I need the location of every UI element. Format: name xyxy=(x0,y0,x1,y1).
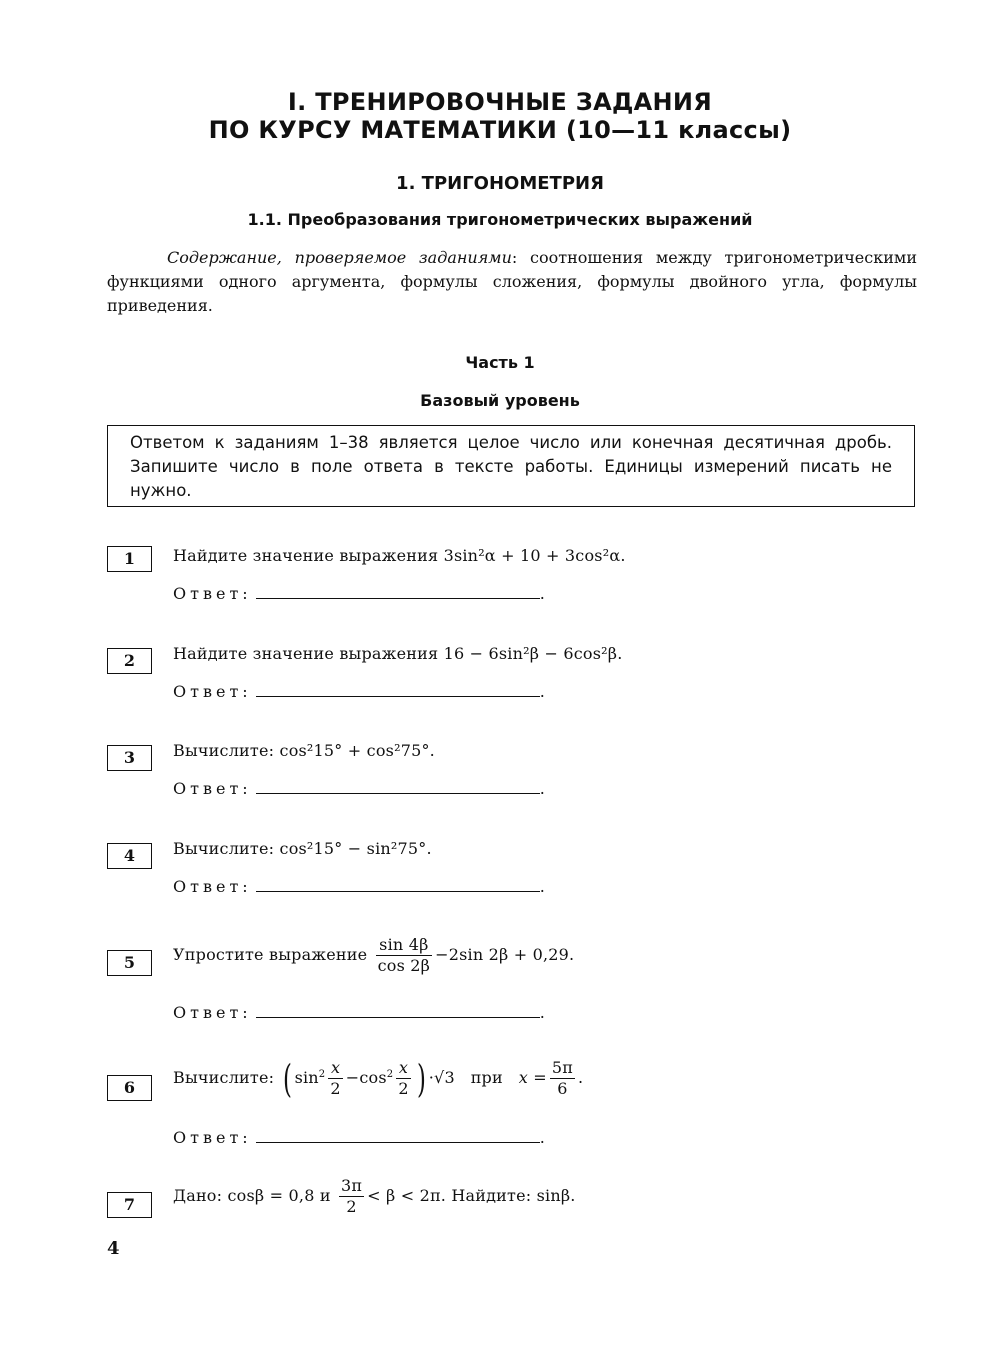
content-text: : соотношения между тригонометрическими функциями одного аргумента, формулы сложения, формулы двойного угла, формулы приведения. xyxy=(107,248,918,315)
answer-label: Ответ: xyxy=(173,1128,252,1147)
instructions-box xyxy=(107,425,915,507)
task-number: 7 xyxy=(107,1192,152,1218)
task-prefix: Упростите выражение xyxy=(173,945,368,964)
level-heading: Базовый уровень xyxy=(420,391,580,410)
task-question xyxy=(173,839,432,858)
answer-row: Ответ: . xyxy=(173,682,545,701)
right-parenthesis: ) xyxy=(416,1056,426,1101)
fraction-numerator: x xyxy=(328,1058,342,1079)
subsection-heading: 1.1. Преобразования тригонометрических выражений xyxy=(247,210,753,229)
fraction-denominator: cos 2β xyxy=(377,956,431,975)
task-number: 3 xyxy=(107,745,152,771)
x-equals: x = xyxy=(518,1068,547,1087)
fraction-numerator: x xyxy=(396,1058,410,1079)
task-question xyxy=(173,1176,576,1217)
answer-row: Ответ: . xyxy=(173,877,545,896)
task-expression-rest: −2sin 2β + 0,29. xyxy=(435,945,575,964)
when-word: при xyxy=(470,1068,503,1087)
task-question xyxy=(173,644,623,663)
answer-label: Ответ: xyxy=(173,682,252,701)
fraction-5pi-over-6 xyxy=(550,1058,575,1099)
answer-field[interactable] xyxy=(256,1128,540,1143)
answer-label: Ответ: xyxy=(173,584,252,603)
fraction-x-over-2 xyxy=(396,1058,410,1099)
task-question xyxy=(173,546,626,565)
fraction-denominator: 2 xyxy=(346,1197,357,1216)
answer-field[interactable] xyxy=(256,1003,540,1018)
chapter-title-line1: I. ТРЕНИРОВОЧНЫЕ ЗАДАНИЯ xyxy=(287,88,713,116)
chapter-title-line2: ПО КУРСУ МАТЕМАТИКИ (10—11 классы) xyxy=(208,116,792,144)
task-prefix: Найдите значение выражения xyxy=(173,546,439,565)
answer-field[interactable] xyxy=(256,584,540,599)
task-expression: cos²15° − sin²75°. xyxy=(279,839,432,858)
task-expression: cos²15° + cos²75°. xyxy=(279,741,435,760)
task-prefix: Вычислите: xyxy=(173,741,275,760)
task-question: Вычислите: ( $\sin^2$ $\frac{x}{2}$ $-\cos^2$ $\frac{x}{2}$ ) ·√3 при x = $\frac{5\pi}{6}$ . xyxy=(173,1056,584,1101)
answer-label: Ответ: xyxy=(173,779,252,798)
answer-row: Ответ: . xyxy=(173,1128,545,1147)
answer-label: Ответ: xyxy=(173,1003,252,1022)
task-question xyxy=(173,741,435,760)
answer-field[interactable] xyxy=(256,779,540,794)
sin-squared: $\sin^2$ xyxy=(294,1068,326,1087)
fraction xyxy=(376,935,433,976)
task-prefix: Вычислите: xyxy=(173,1068,275,1087)
answer-row: Ответ: . xyxy=(173,779,545,798)
task-number: 5 xyxy=(107,950,152,976)
sqrt-three: √3 xyxy=(434,1068,455,1087)
task-prefix: Найдите значение выражения xyxy=(173,644,439,663)
answer-field[interactable] xyxy=(256,877,540,892)
task-number: 4 xyxy=(107,843,152,869)
task-number: 2 xyxy=(107,648,152,674)
task-expression: 16 − 6sin²β − 6cos²β. xyxy=(443,644,623,663)
task-prefix: Вычислите: xyxy=(173,839,275,858)
task-question xyxy=(173,935,574,976)
fraction-denominator: 2 xyxy=(330,1079,341,1098)
answer-label: Ответ: xyxy=(173,877,252,896)
answer-row: Ответ: . xyxy=(173,1003,545,1022)
fraction-numerator: 3π xyxy=(341,1176,363,1195)
task-number: 6 xyxy=(107,1075,152,1101)
instructions-text: Ответом к заданиям 1–38 является целое число или конечная десятичная дробь. Запишите число в поле ответа в тексте работы. Единицы измерений писать не нужно. xyxy=(130,433,892,500)
fraction xyxy=(339,1176,364,1217)
fraction-denominator: 2 xyxy=(398,1079,409,1098)
content-description xyxy=(107,246,917,318)
fraction-denominator: 6 xyxy=(557,1079,568,1098)
answer-row: Ответ: . xyxy=(173,584,545,603)
section-heading: 1. ТРИГОНОМЕТРИЯ xyxy=(396,173,604,194)
task-prefix: Дано: cosβ = 0,8 и xyxy=(173,1186,331,1205)
fraction-x-over-2 xyxy=(328,1058,342,1099)
fraction-numerator: 5π xyxy=(551,1058,573,1077)
fraction-numerator: sin 4β xyxy=(376,935,433,956)
part-heading: Часть 1 xyxy=(465,353,535,372)
content-lead: Содержание, проверяемое заданиями xyxy=(167,248,512,267)
page-number: 4 xyxy=(107,1238,120,1259)
task-number: 1 xyxy=(107,546,152,572)
answer-field[interactable] xyxy=(256,682,540,697)
minus-cos-squared: $-\cos^2$ xyxy=(345,1068,394,1087)
task-expression-rest: < β < 2π. Найдите: sinβ. xyxy=(367,1186,576,1205)
task-expression: 3sin²α + 10 + 3cos²α. xyxy=(443,546,626,565)
dot-operator: · xyxy=(428,1068,435,1087)
left-parenthesis: ( xyxy=(282,1056,292,1101)
